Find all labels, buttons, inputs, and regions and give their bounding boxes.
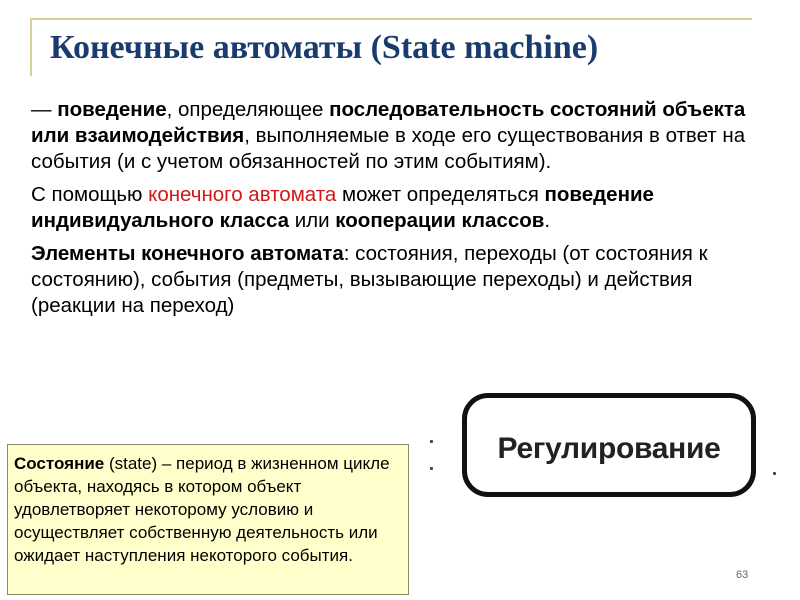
definition-callout — [7, 444, 409, 595]
bold-text-run: Элементы конечного автомата — [31, 242, 344, 265]
text-run: может определяться — [336, 183, 545, 206]
scan-speck — [773, 472, 776, 475]
decorative-left-line — [30, 18, 32, 76]
slide-title: Конечные автоматы (State machine) — [50, 29, 599, 66]
paragraph-behavior — [31, 97, 773, 175]
bold-text-run: Состояние — [14, 454, 105, 473]
bold-text-run: последовательность состояний объекта или взаимодействия — [31, 98, 746, 147]
decorative-top-line — [30, 18, 752, 20]
state-example-node — [462, 393, 756, 497]
text-run: , определяющее — [166, 98, 330, 121]
paragraph-state-machine-usage — [31, 182, 773, 234]
text-run: — — [31, 98, 58, 121]
bold-text-run: поведение индивидуального класса — [31, 183, 654, 232]
highlighted-text-run: конечного автомата — [148, 183, 337, 206]
text-run: : состояния, переходы (от состояния к состоянию), события (предметы, вызывающие переходы) и действия (реакции на переход) — [31, 242, 708, 317]
page-number: 63 — [736, 569, 749, 581]
text-run: (state) – период в жизненном цикле объекта, находясь в котором объект удовлетворяет некоторому условию и осуществляет собственную деятельность или ожидает наступления некоторого события. — [14, 454, 390, 565]
text-run: С помощью — [31, 183, 149, 206]
bold-text-run: кооперации классов — [335, 209, 545, 232]
state-example-label: Регулирование — [497, 432, 721, 465]
text-run: или — [289, 209, 336, 232]
paragraph-elements — [31, 241, 773, 319]
scan-speck — [430, 467, 433, 470]
bold-text-run: поведение — [57, 98, 167, 121]
scan-speck — [430, 440, 433, 443]
text-run: . — [544, 209, 551, 232]
text-run: , выполняемые в ходе его существования в ответ на события (и с учетом обязанностей по этим событиям). — [31, 124, 746, 173]
slide-body — [31, 97, 773, 326]
